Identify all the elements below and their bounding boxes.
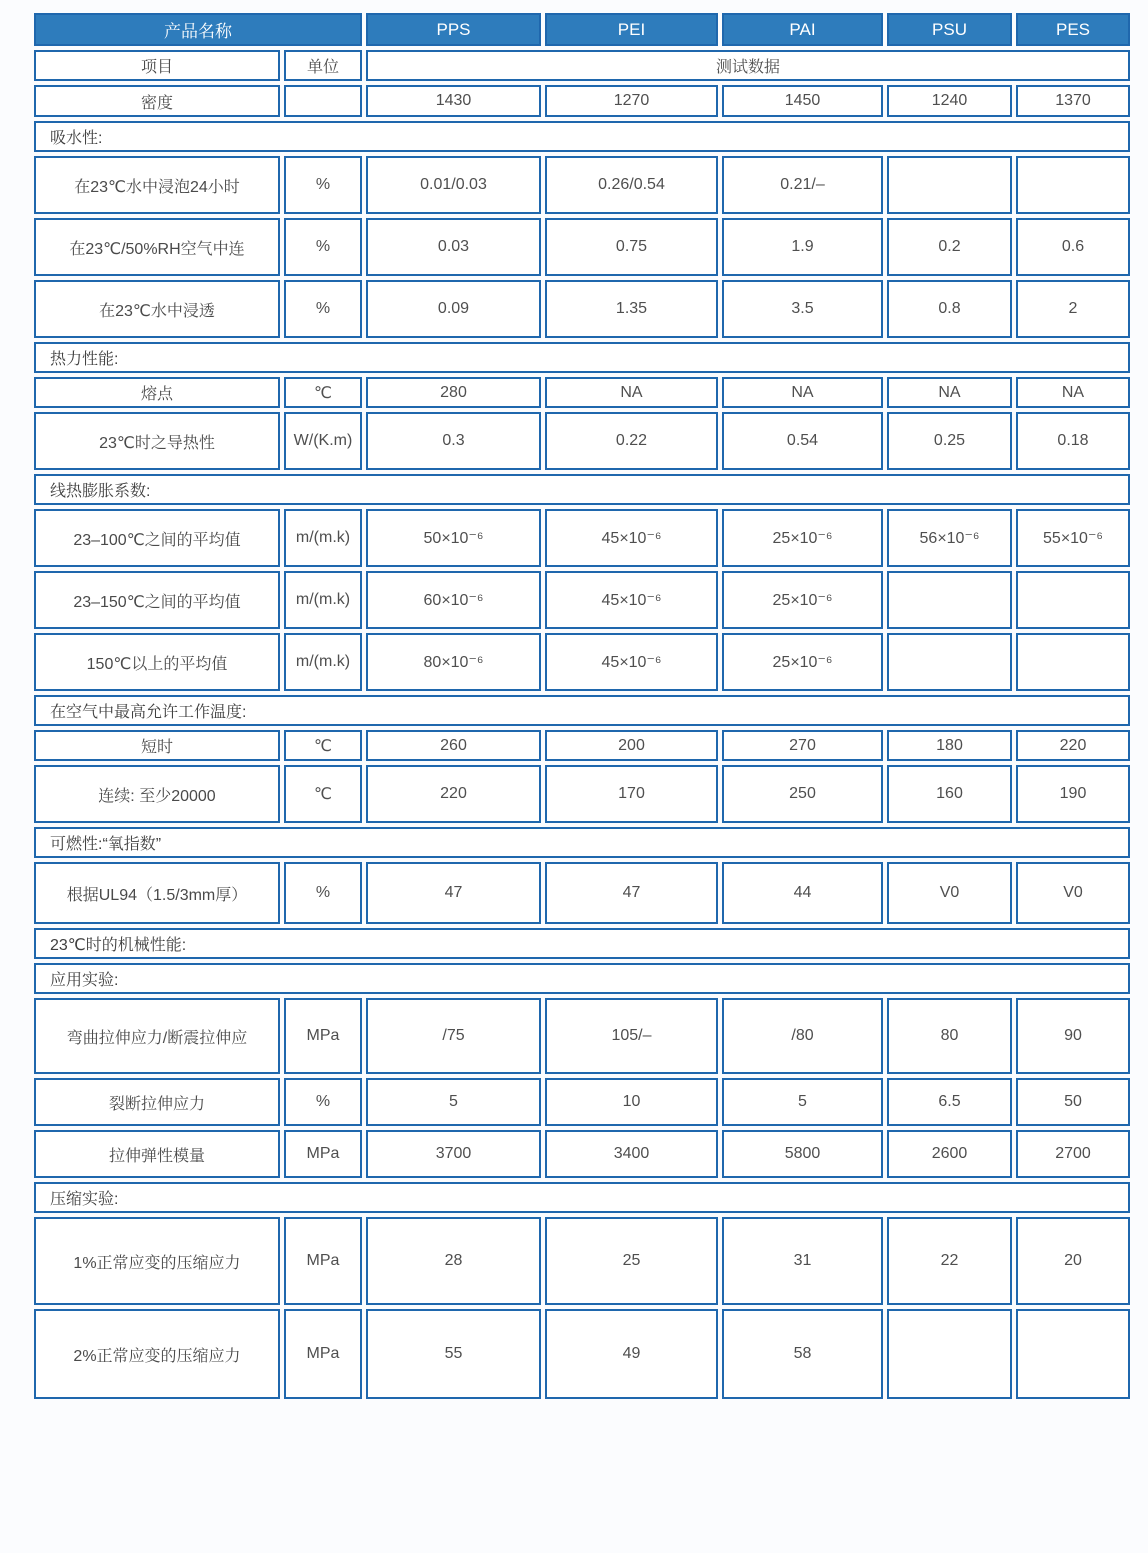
- section-label: 可燃性:“氧指数”: [34, 827, 1130, 858]
- table-row: [34, 730, 1130, 761]
- row-label: 熔点: [34, 377, 280, 408]
- row-label: 根据UL94（1.5/3mm厚）: [34, 862, 280, 924]
- cell-value: 45×10⁻⁶: [545, 633, 718, 691]
- cell-value: 0.6: [1016, 218, 1130, 276]
- table-row: [34, 765, 1130, 823]
- cell-value: 0.3: [366, 412, 541, 470]
- cell-value: 5: [366, 1078, 541, 1126]
- table-row: [34, 571, 1130, 629]
- cell-value: 55: [366, 1309, 541, 1399]
- section-label: 吸水性:: [34, 121, 1130, 152]
- cell-value: 180: [887, 730, 1012, 761]
- row-label: 短时: [34, 730, 280, 761]
- cell-value: 0.75: [545, 218, 718, 276]
- cell-value: 0.18: [1016, 412, 1130, 470]
- section-label: 热力性能:: [34, 342, 1130, 373]
- subheader-row: [34, 50, 1130, 81]
- product-column-pes: PES: [1016, 13, 1130, 46]
- cell-value: 1430: [366, 85, 541, 117]
- row-unit: %: [284, 156, 362, 214]
- row-label: 23–100℃之间的平均值: [34, 509, 280, 567]
- cell-value: 25: [545, 1217, 718, 1305]
- cell-value: 25×10⁻⁶: [722, 509, 883, 567]
- row-unit: MPa: [284, 1309, 362, 1399]
- table-row: [34, 998, 1130, 1074]
- section-row: [34, 342, 1130, 373]
- table-body: [34, 85, 1130, 1399]
- cell-value: 45×10⁻⁶: [545, 509, 718, 567]
- cell-value: 0.22: [545, 412, 718, 470]
- row-label: 裂断拉伸应力: [34, 1078, 280, 1126]
- section-row: [34, 827, 1130, 858]
- table-row: [34, 412, 1130, 470]
- table-row: [34, 1309, 1130, 1399]
- cell-value: 58: [722, 1309, 883, 1399]
- cell-value: 22: [887, 1217, 1012, 1305]
- cell-value: 260: [366, 730, 541, 761]
- table-row: [34, 377, 1130, 408]
- row-unit: ℃: [284, 730, 362, 761]
- cell-value: 0.09: [366, 280, 541, 338]
- table-row: [34, 509, 1130, 567]
- cell-value: 0.25: [887, 412, 1012, 470]
- section-label: 线热膨胀系数:: [34, 474, 1130, 505]
- cell-value: 44: [722, 862, 883, 924]
- cell-value: 47: [545, 862, 718, 924]
- section-label: 压缩实验:: [34, 1182, 1130, 1213]
- section-label: 在空气中最高允许工作温度:: [34, 695, 1130, 726]
- section-row: [34, 121, 1130, 152]
- cell-value: /75: [366, 998, 541, 1074]
- row-label: 在23℃/50%RH空气中连: [34, 218, 280, 276]
- table-row: [34, 280, 1130, 338]
- cell-value: [887, 156, 1012, 214]
- cell-value: 2: [1016, 280, 1130, 338]
- row-label: 150℃以上的平均值: [34, 633, 280, 691]
- cell-value: 28: [366, 1217, 541, 1305]
- cell-value: [887, 571, 1012, 629]
- cell-value: 80: [887, 998, 1012, 1074]
- cell-value: [1016, 156, 1130, 214]
- cell-value: 220: [1016, 730, 1130, 761]
- cell-value: 220: [366, 765, 541, 823]
- cell-value: V0: [887, 862, 1012, 924]
- cell-value: [1016, 633, 1130, 691]
- cell-value: 60×10⁻⁶: [366, 571, 541, 629]
- cell-value: 0.21/–: [722, 156, 883, 214]
- cell-value: 1.9: [722, 218, 883, 276]
- test-data-header: 测试数据: [366, 50, 1130, 81]
- item-header: 项目: [34, 50, 280, 81]
- row-label: 2%正常应变的压缩应力: [34, 1309, 280, 1399]
- product-header-row: [34, 13, 1130, 46]
- cell-value: 0.26/0.54: [545, 156, 718, 214]
- row-unit: MPa: [284, 1217, 362, 1305]
- row-unit: %: [284, 862, 362, 924]
- row-unit: %: [284, 218, 362, 276]
- row-label: 在23℃水中浸泡24小时: [34, 156, 280, 214]
- cell-value: 55×10⁻⁶: [1016, 509, 1130, 567]
- cell-value: 1240: [887, 85, 1012, 117]
- row-label: 在23℃水中浸透: [34, 280, 280, 338]
- row-label: 连续: 至少20000: [34, 765, 280, 823]
- table-row: [34, 156, 1130, 214]
- section-row: [34, 963, 1130, 994]
- row-unit: %: [284, 1078, 362, 1126]
- row-label: 密度: [34, 85, 280, 117]
- row-label: 拉伸弹性模量: [34, 1130, 280, 1178]
- row-unit: [284, 85, 362, 117]
- cell-value: NA: [1016, 377, 1130, 408]
- cell-value: 2700: [1016, 1130, 1130, 1178]
- cell-value: 50×10⁻⁶: [366, 509, 541, 567]
- product-column-pei: PEI: [545, 13, 718, 46]
- row-unit: ℃: [284, 765, 362, 823]
- cell-value: 1.35: [545, 280, 718, 338]
- row-unit: MPa: [284, 998, 362, 1074]
- unit-header: 单位: [284, 50, 362, 81]
- cell-value: 90: [1016, 998, 1130, 1074]
- product-column-pps: PPS: [366, 13, 541, 46]
- section-row: [34, 1182, 1130, 1213]
- row-label: 1%正常应变的压缩应力: [34, 1217, 280, 1305]
- cell-value: 25×10⁻⁶: [722, 571, 883, 629]
- cell-value: 1450: [722, 85, 883, 117]
- cell-value: 280: [366, 377, 541, 408]
- row-label: 弯曲拉伸应力/断震拉伸应: [34, 998, 280, 1074]
- cell-value: 50: [1016, 1078, 1130, 1126]
- cell-value: 170: [545, 765, 718, 823]
- product-name-header: 产品名称: [34, 13, 362, 46]
- cell-value: 49: [545, 1309, 718, 1399]
- cell-value: 1270: [545, 85, 718, 117]
- cell-value: 20: [1016, 1217, 1130, 1305]
- cell-value: 3700: [366, 1130, 541, 1178]
- row-unit: m/(m.k): [284, 509, 362, 567]
- section-label: 应用实验:: [34, 963, 1130, 994]
- table-row: [34, 85, 1130, 117]
- cell-value: 45×10⁻⁶: [545, 571, 718, 629]
- row-unit: ℃: [284, 377, 362, 408]
- cell-value: [887, 633, 1012, 691]
- section-row: [34, 928, 1130, 959]
- cell-value: 56×10⁻⁶: [887, 509, 1012, 567]
- row-unit: m/(m.k): [284, 571, 362, 629]
- cell-value: [1016, 1309, 1130, 1399]
- product-spec-table: [30, 9, 1134, 1403]
- cell-value: 31: [722, 1217, 883, 1305]
- cell-value: 0.54: [722, 412, 883, 470]
- cell-value: 190: [1016, 765, 1130, 823]
- cell-value: 5: [722, 1078, 883, 1126]
- cell-value: 2600: [887, 1130, 1012, 1178]
- cell-value: /80: [722, 998, 883, 1074]
- section-row: [34, 474, 1130, 505]
- section-row: [34, 695, 1130, 726]
- cell-value: 0.03: [366, 218, 541, 276]
- row-unit: %: [284, 280, 362, 338]
- cell-value: 25×10⁻⁶: [722, 633, 883, 691]
- cell-value: 3400: [545, 1130, 718, 1178]
- row-label: 23℃时之导热性: [34, 412, 280, 470]
- row-label: 23–150℃之间的平均值: [34, 571, 280, 629]
- cell-value: 10: [545, 1078, 718, 1126]
- cell-value: 270: [722, 730, 883, 761]
- cell-value: 80×10⁻⁶: [366, 633, 541, 691]
- cell-value: [1016, 571, 1130, 629]
- section-label: 23℃时的机械性能:: [34, 928, 1130, 959]
- cell-value: 200: [545, 730, 718, 761]
- cell-value: 160: [887, 765, 1012, 823]
- table-row: [34, 218, 1130, 276]
- table-row: [34, 1217, 1130, 1305]
- row-unit: MPa: [284, 1130, 362, 1178]
- cell-value: 5800: [722, 1130, 883, 1178]
- cell-value: 6.5: [887, 1078, 1012, 1126]
- cell-value: 3.5: [722, 280, 883, 338]
- table-row: [34, 1078, 1130, 1126]
- table-row: [34, 633, 1130, 691]
- cell-value: NA: [545, 377, 718, 408]
- table-row: [34, 1130, 1130, 1178]
- cell-value: [887, 1309, 1012, 1399]
- cell-value: NA: [887, 377, 1012, 408]
- product-column-pai: PAI: [722, 13, 883, 46]
- row-unit: W/(K.m): [284, 412, 362, 470]
- cell-value: 250: [722, 765, 883, 823]
- cell-value: 0.2: [887, 218, 1012, 276]
- cell-value: 0.01/0.03: [366, 156, 541, 214]
- cell-value: 0.8: [887, 280, 1012, 338]
- cell-value: 1370: [1016, 85, 1130, 117]
- cell-value: 105/–: [545, 998, 718, 1074]
- cell-value: 47: [366, 862, 541, 924]
- row-unit: m/(m.k): [284, 633, 362, 691]
- table-row: [34, 862, 1130, 924]
- cell-value: V0: [1016, 862, 1130, 924]
- cell-value: NA: [722, 377, 883, 408]
- product-column-psu: PSU: [887, 13, 1012, 46]
